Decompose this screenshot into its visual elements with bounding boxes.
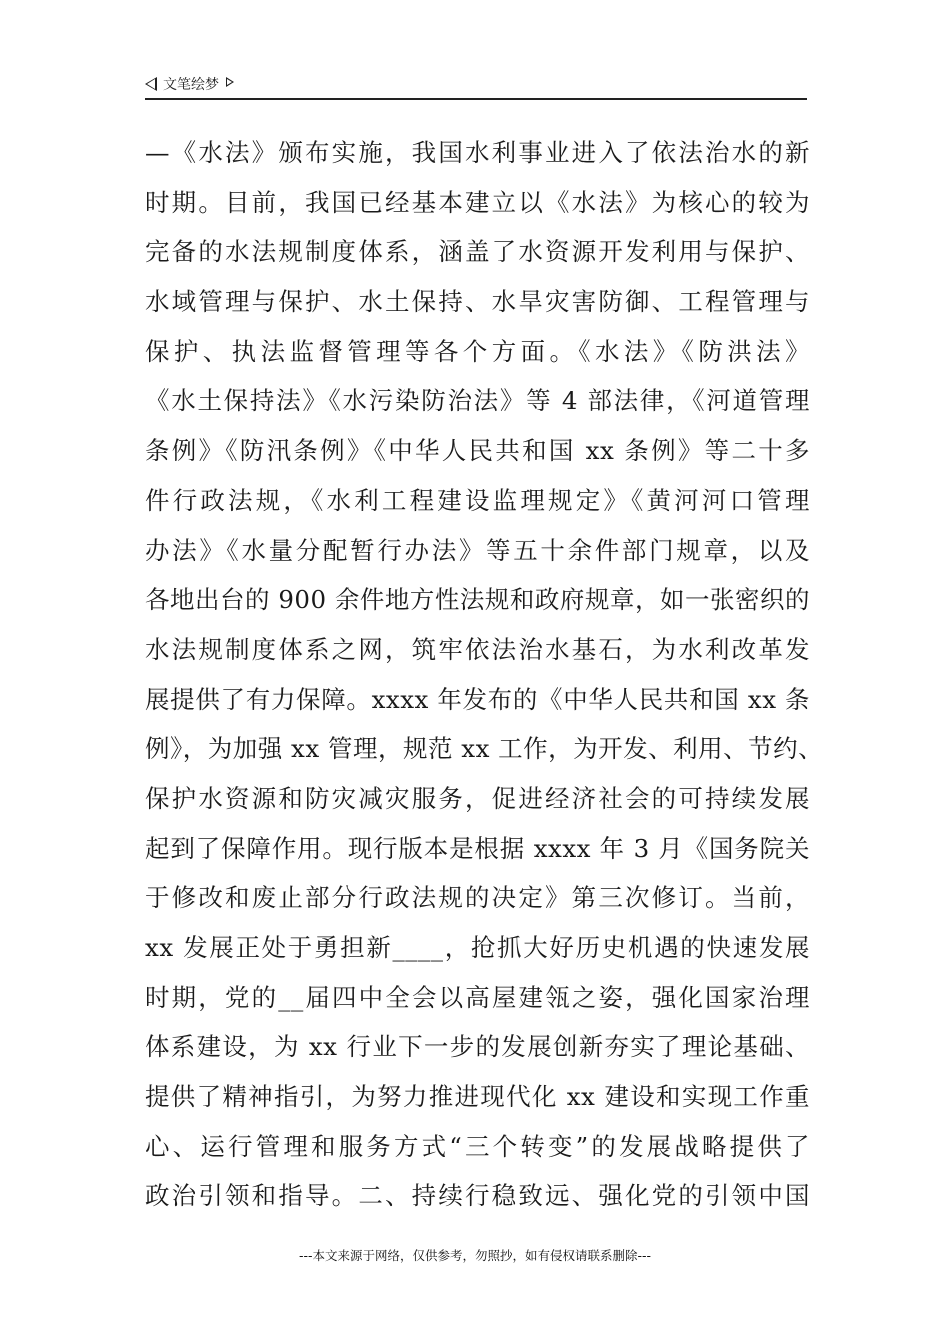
text-line: 完备的水法规制度体系，涵盖了水资源开发利用与保护、 [145, 237, 810, 267]
text-line: 时期，党的__届四中全会以高屋建瓴之姿，强化国家治理 [145, 982, 810, 1012]
text-line: 办法》《水量分配暂行办法》等五十余件部门规章，以及 [145, 535, 810, 565]
text-line: 《水土保持法》《水污染防治法》等 4 部法律，《河道管理 [145, 386, 810, 416]
text-line: 例》，为加强 xx 管理，规范 xx 工作，为开发、利用、节约、 [145, 734, 824, 764]
text-line: 起到了保障作用。现行版本是根据 xxxx 年 3 月《国务院关 [145, 833, 810, 863]
text-line: 件行政法规，《水利工程建设监理规定》《黄河河口管理 [145, 485, 810, 515]
text-line: 心、运行管理和服务方式“三个转变”的发展战略提供了 [145, 1131, 810, 1161]
text-line: 各地出台的 900 余件地方性法规和政府规章，如一张密织的 [145, 585, 810, 615]
text-line: 提供了精神指引，为努力推进现代化 xx 建设和实现工作重 [145, 1082, 810, 1112]
text-line: 时期。目前，我国已经基本建立以《水法》为核心的较为 [145, 187, 810, 217]
text-line: 保护、执法监督管理等各个方面。《水法》《防洪法》 [145, 336, 810, 366]
triangle-left-icon [145, 77, 157, 91]
brand-logo [145, 74, 234, 94]
text-line: 于修改和废止部分行政法规的决定》第三次修订。当前， [145, 883, 810, 913]
document-body [145, 128, 824, 1221]
disclaimer-footer: ---本文来源于网络，仅供参考，勿照抄，如有侵权请联系删除--- [298, 1248, 652, 1263]
triangle-right-icon [226, 77, 234, 87]
text-line: 条例》《防汛条例》《中华人民共和国 xx 条例》等二十多 [145, 436, 810, 466]
text-line: 水法规制度体系之网，筑牢依法治水基石，为水利改革发 [145, 634, 810, 664]
text-line: 体系建设，为 xx 行业下一步的发展创新夯实了理论基础、 [145, 1032, 810, 1062]
text-line: 展提供了有力保障。xxxx 年发布的《中华人民共和国 xx 条 [145, 684, 810, 714]
text-line: 水域管理与保护、水土保持、水旱灾害防御、工程管理与 [145, 287, 810, 317]
text-line: 保护水资源和防灾减灾服务，促进经济社会的可持续发展 [145, 783, 810, 813]
text-line: 政治引领和指导。二、持续行稳致远、强化党的引领中国 [145, 1181, 810, 1211]
brand-name: 文笔绘梦 [163, 77, 219, 93]
text-line: xx 发展正处于勇担新____，抢抓大好历史机遇的快速发展 [145, 933, 810, 962]
page-header [145, 70, 807, 100]
text-line: —《水法》颁布实施，我国水利事业进入了依法治水的新 [145, 138, 810, 167]
